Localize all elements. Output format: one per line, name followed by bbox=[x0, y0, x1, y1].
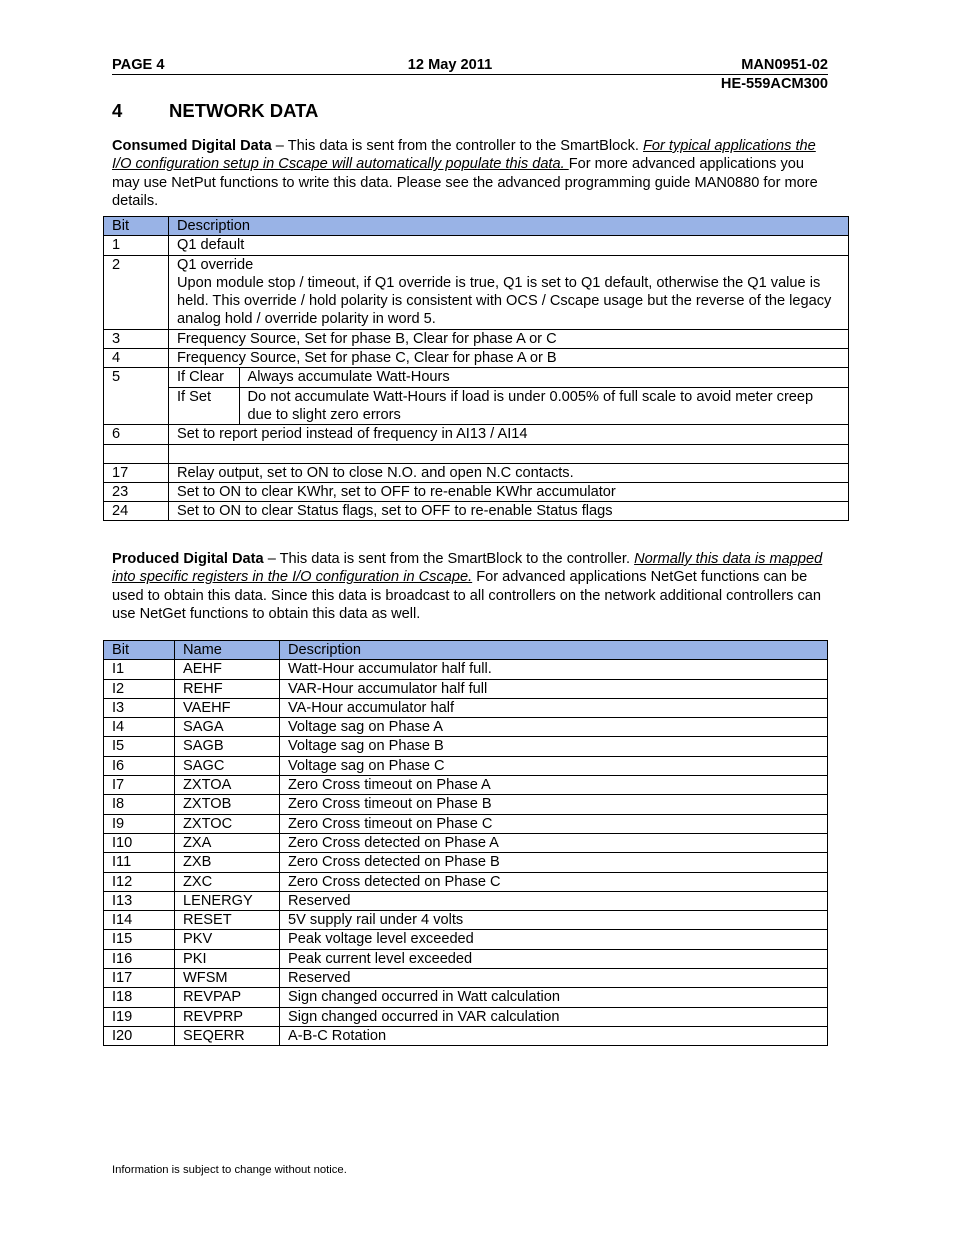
description-cell bbox=[169, 236, 849, 255]
produced-data-table bbox=[103, 640, 828, 1046]
description-cell: Peak voltage level exceeded bbox=[280, 930, 828, 949]
bit-cell: I17 bbox=[104, 969, 175, 988]
bit-state-description: Always accumulate Watt-Hours bbox=[239, 368, 848, 387]
bit-cell: I12 bbox=[104, 872, 175, 891]
description-cell bbox=[169, 349, 849, 368]
name-cell: PKV bbox=[175, 930, 280, 949]
description-cell bbox=[169, 425, 849, 444]
bit-cell: 2 bbox=[104, 255, 169, 329]
table-row bbox=[104, 872, 828, 891]
bit-state-description: Do not accumulate Watt-Hours if load is under 0.005% of full scale to avoid meter creep due to slight zero errors bbox=[239, 387, 848, 424]
description-cell: Zero Cross detected on Phase A bbox=[280, 833, 828, 852]
bit-cell: 17 bbox=[104, 463, 169, 482]
produced-italic: Normally this data is mapped into specific registers in the I/O configuration in Cscape. bbox=[112, 551, 823, 586]
column-header: Name bbox=[175, 641, 280, 660]
table-row bbox=[104, 502, 849, 521]
table-row bbox=[104, 425, 849, 444]
description-cell: 5V supply rail under 4 volts bbox=[280, 911, 828, 930]
table-row bbox=[104, 853, 828, 872]
description-cell: Watt-Hour accumulator half full. bbox=[280, 660, 828, 679]
bit-cell: 3 bbox=[104, 329, 169, 348]
bit-cell: I7 bbox=[104, 776, 175, 795]
bit-cell: I13 bbox=[104, 891, 175, 910]
description-cell bbox=[169, 255, 849, 329]
description-text: Relay output, set to ON to close N.O. and open N.C contacts. bbox=[177, 464, 574, 481]
bit-cell: I10 bbox=[104, 833, 175, 852]
name-cell: RESET bbox=[175, 911, 280, 930]
bit-state-row bbox=[169, 368, 848, 387]
bit-cell: I18 bbox=[104, 988, 175, 1007]
table-header-row bbox=[104, 217, 849, 236]
bit-cell: I6 bbox=[104, 756, 175, 775]
section-name: NETWORK DATA bbox=[169, 100, 319, 121]
name-cell: ZXB bbox=[175, 853, 280, 872]
description-text: Set to ON to clear KWhr, set to OFF to re-enable KWhr accumulator bbox=[177, 483, 616, 500]
name-cell: REVPAP bbox=[175, 988, 280, 1007]
column-header: Description bbox=[169, 217, 849, 236]
consumed-italic: For typical applications the I/O configuration setup in Cscape will automatically populate this data. bbox=[112, 138, 816, 173]
name-cell: PKI bbox=[175, 949, 280, 968]
table-row bbox=[104, 930, 828, 949]
table-row bbox=[104, 444, 849, 463]
table-row bbox=[104, 329, 849, 348]
description-cell: Reserved bbox=[280, 891, 828, 910]
table-row bbox=[104, 463, 849, 482]
bit-cell: I19 bbox=[104, 1007, 175, 1026]
name-cell: AEHF bbox=[175, 660, 280, 679]
name-cell: SEQERR bbox=[175, 1026, 280, 1045]
description-cell: Sign changed occurred in VAR calculation bbox=[280, 1007, 828, 1026]
name-cell: REVPRP bbox=[175, 1007, 280, 1026]
description-cell: Zero Cross timeout on Phase B bbox=[280, 795, 828, 814]
description-cell bbox=[169, 463, 849, 482]
table-row bbox=[104, 911, 828, 930]
table-row bbox=[104, 776, 828, 795]
description-cell: VA-Hour accumulator half bbox=[280, 698, 828, 717]
produced-intro bbox=[112, 550, 828, 623]
table-row bbox=[104, 1026, 828, 1045]
column-header: Description bbox=[280, 641, 828, 660]
bit-cell: I11 bbox=[104, 853, 175, 872]
produced-heading: Produced Digital Data bbox=[112, 551, 264, 567]
bit-cell: I8 bbox=[104, 795, 175, 814]
page-header bbox=[112, 56, 828, 93]
column-header: Bit bbox=[104, 641, 175, 660]
description-cell: A-B-C Rotation bbox=[280, 1026, 828, 1045]
bit-cell: I4 bbox=[104, 718, 175, 737]
table-row bbox=[104, 969, 828, 988]
description-text: Set to ON to clear Status flags, set to OFF to re-enable Status flags bbox=[177, 503, 613, 520]
consumed-text-2: For more advanced applications you may use NetPut functions to write this data. Please see the advanced programming guide MAN0880 for more details. bbox=[112, 156, 818, 209]
description-detail: Upon module stop / timeout, if Q1 override is true, Q1 is set to Q1 default, otherwise the Q1 value is held. This override / hold polarity is consistent with OCS / Cscape usage but the reverse of the legacy analog hold / override polarity in word 5. bbox=[177, 274, 832, 328]
table-row bbox=[104, 679, 828, 698]
table-row bbox=[104, 833, 828, 852]
model-number: HE-559ACM300 bbox=[720, 76, 828, 92]
bit-cell: 4 bbox=[104, 349, 169, 368]
description-cell: Reserved bbox=[280, 969, 828, 988]
name-cell: ZXTOB bbox=[175, 795, 280, 814]
description-cell: Zero Cross timeout on Phase A bbox=[280, 776, 828, 795]
table-row bbox=[104, 949, 828, 968]
table-row bbox=[104, 236, 849, 255]
table-row bbox=[104, 255, 849, 329]
description-cell bbox=[169, 444, 849, 463]
bit-cell: I9 bbox=[104, 814, 175, 833]
table-row bbox=[104, 482, 849, 501]
description-text: Q1 override bbox=[177, 256, 254, 273]
table-row bbox=[104, 698, 828, 717]
description-cell: Zero Cross detected on Phase C bbox=[280, 872, 828, 891]
bit-cell: I20 bbox=[104, 1026, 175, 1045]
description-cell bbox=[169, 368, 849, 425]
table-row bbox=[104, 891, 828, 910]
bit-state: If Set bbox=[177, 388, 212, 405]
description-cell: Voltage sag on Phase A bbox=[280, 718, 828, 737]
page-number: PAGE 4 bbox=[112, 57, 165, 73]
document-number: MAN0951-02 bbox=[741, 57, 828, 73]
description-cell: VAR-Hour accumulator half full bbox=[280, 679, 828, 698]
description-cell bbox=[169, 482, 849, 501]
table-row bbox=[104, 660, 828, 679]
name-cell: LENERGY bbox=[175, 891, 280, 910]
produced-text-1: – This data is sent from the SmartBlock to the controller. bbox=[263, 551, 635, 567]
bit-cell: I3 bbox=[104, 698, 175, 717]
name-cell: ZXC bbox=[175, 872, 280, 891]
bit-state-row bbox=[169, 387, 848, 424]
description-cell: Voltage sag on Phase C bbox=[280, 756, 828, 775]
consumed-data-table bbox=[103, 216, 849, 521]
produced-text-2: For advanced applications NetGet functions can be used to obtain this data. Since this data is broadcast to all controllers on the network additional controllers can use NetGet functions to obtain this data as well. bbox=[112, 569, 822, 622]
name-cell: VAEHF bbox=[175, 698, 280, 717]
table-row bbox=[104, 368, 849, 425]
table-row bbox=[104, 795, 828, 814]
name-cell: ZXTOC bbox=[175, 814, 280, 833]
consumed-intro bbox=[112, 137, 828, 210]
bit-cell: I5 bbox=[104, 737, 175, 756]
consumed-text-1: – This data is sent from the controller to the SmartBlock. bbox=[271, 138, 643, 154]
description-cell bbox=[169, 502, 849, 521]
name-cell: SAGB bbox=[175, 737, 280, 756]
name-cell: ZXTOA bbox=[175, 776, 280, 795]
table-row bbox=[104, 737, 828, 756]
description-text: Set to report period instead of frequency in AI13 / AI14 bbox=[177, 426, 528, 443]
section-title bbox=[112, 100, 318, 122]
table-row bbox=[104, 814, 828, 833]
description-cell: Voltage sag on Phase B bbox=[280, 737, 828, 756]
section-number: 4 bbox=[112, 100, 123, 121]
bit-cell bbox=[104, 444, 169, 463]
bit-cell: I15 bbox=[104, 930, 175, 949]
description-text: Frequency Source, Set for phase C, Clear for phase A or B bbox=[177, 350, 557, 367]
column-header: Bit bbox=[104, 217, 169, 236]
bit-cell: I2 bbox=[104, 679, 175, 698]
name-cell: SAGC bbox=[175, 756, 280, 775]
table-row bbox=[104, 756, 828, 775]
description-text: Frequency Source, Set for phase B, Clear for phase A or C bbox=[177, 330, 557, 347]
bit-cell: 5 bbox=[104, 368, 169, 425]
name-cell: SAGA bbox=[175, 718, 280, 737]
table-header-row bbox=[104, 641, 828, 660]
bit-state: If Clear bbox=[169, 368, 239, 387]
bit-state-table bbox=[169, 368, 848, 424]
table-row bbox=[104, 1007, 828, 1026]
bit-cell: 24 bbox=[104, 502, 169, 521]
bit-cell: 23 bbox=[104, 482, 169, 501]
bit-cell: I16 bbox=[104, 949, 175, 968]
consumed-heading: Consumed Digital Data bbox=[112, 138, 272, 154]
table-row bbox=[104, 349, 849, 368]
description-cell bbox=[169, 329, 849, 348]
description-cell: Peak current level exceeded bbox=[280, 949, 828, 968]
bit-cell: I1 bbox=[104, 660, 175, 679]
name-cell: WFSM bbox=[175, 969, 280, 988]
name-cell: ZXA bbox=[175, 833, 280, 852]
bit-cell: 6 bbox=[104, 425, 169, 444]
description-cell: Zero Cross detected on Phase B bbox=[280, 853, 828, 872]
footer-notice: Information is subject to change without notice. bbox=[112, 1164, 347, 1176]
description-cell: Sign changed occurred in Watt calculation bbox=[280, 988, 828, 1007]
description-text: Q1 default bbox=[177, 237, 245, 254]
description-cell: Zero Cross timeout on Phase C bbox=[280, 814, 828, 833]
table-row bbox=[104, 988, 828, 1007]
bit-cell: I14 bbox=[104, 911, 175, 930]
name-cell: REHF bbox=[175, 679, 280, 698]
bit-cell: 1 bbox=[104, 236, 169, 255]
table-row bbox=[104, 718, 828, 737]
document-date: 12 May 2011 bbox=[407, 57, 493, 73]
